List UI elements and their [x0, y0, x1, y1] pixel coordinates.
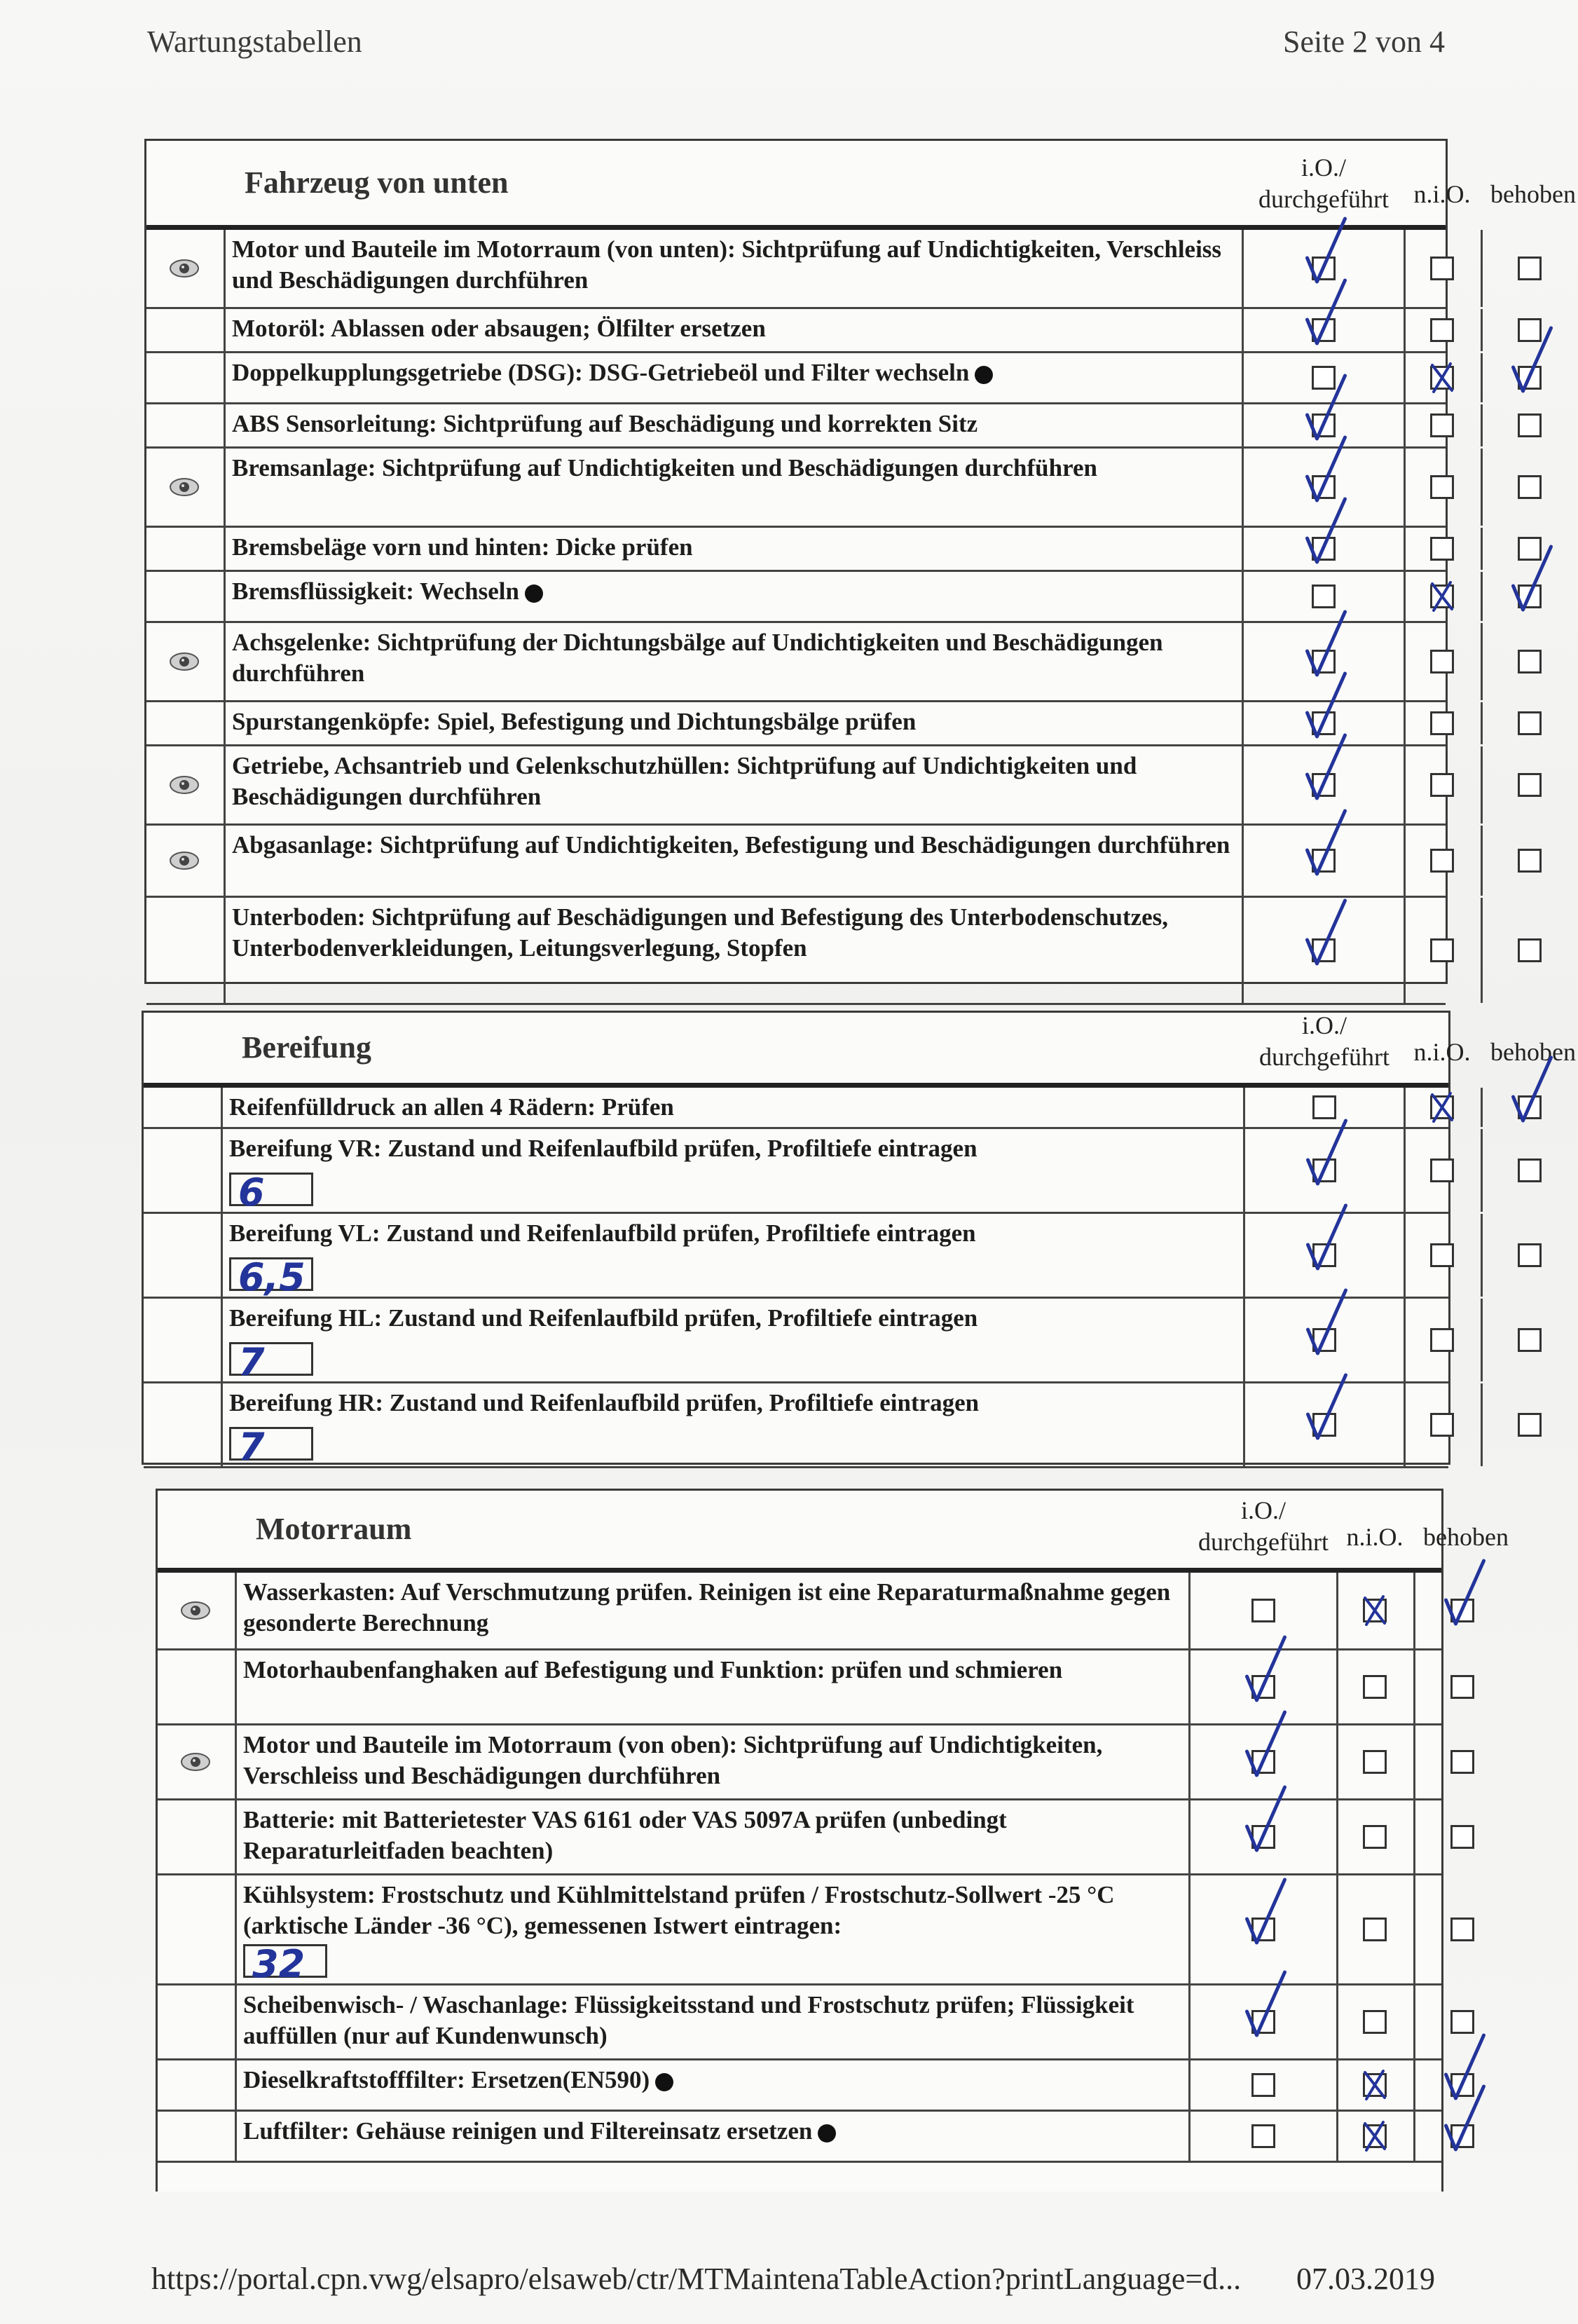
checkbox-behoben[interactable] [1450, 2124, 1474, 2148]
row-icon-cell [144, 1088, 223, 1127]
task-description-cell [226, 309, 1244, 351]
table-row [146, 230, 1446, 309]
task-text: Bremsanlage: Sichtprüfung auf Undichtigkeiten und Beschädigungen durchführen [232, 454, 1097, 481]
task-description-cell [224, 1214, 1245, 1297]
table-row [146, 404, 1446, 449]
cell-io [1245, 1088, 1406, 1127]
cell-behoben [1413, 1985, 1511, 2058]
checkbox-behoben[interactable] [1450, 2073, 1474, 2097]
checkbox-io[interactable] [1251, 1599, 1275, 1622]
checkbox-behoben[interactable] [1450, 2010, 1474, 2034]
row-icon-cell [146, 623, 226, 700]
checkbox-io[interactable] [1312, 1243, 1336, 1267]
checkbox-nio[interactable] [1363, 2073, 1387, 2097]
column-header-nio: n.i.O. [1346, 1523, 1404, 1551]
task-text: Luftfilter: Gehäuse reinigen und Filtereinsatz ersetzen [243, 2117, 813, 2145]
task-text: Unterboden: Sichtprüfung auf Beschädigungen und Befestigung des Unterbodenschutzes, Unterbodenverkleidungen, Leitungsverlegung, Stopfen [232, 903, 1169, 962]
checkbox-behoben[interactable] [1518, 1158, 1542, 1182]
cell-behoben [1481, 623, 1578, 700]
cell-behoben [1413, 1573, 1511, 1648]
task-description-cell [226, 404, 1244, 446]
cell-io [1191, 1985, 1338, 2058]
checkbox-behoben[interactable] [1518, 585, 1542, 608]
cell-nio [1404, 449, 1483, 526]
checkbox-nio[interactable] [1430, 650, 1454, 674]
task-text: Bremsflüssigkeit: Wechseln [232, 577, 519, 605]
table-row [158, 2112, 1441, 2163]
cell-nio [1404, 1383, 1483, 1466]
table-row [158, 1875, 1441, 1985]
cell-io [1244, 746, 1406, 823]
table-row [158, 2060, 1441, 2112]
column-header-nio: n.i.O. [1413, 180, 1471, 208]
table-row [158, 1725, 1441, 1800]
table-row [146, 623, 1446, 702]
table-row [158, 1985, 1441, 2060]
task-text: Bereifung VL: Zustand und Reifenlaufbild prüfen, Profiltiefe eintragen [229, 1219, 976, 1247]
section-motorraum [156, 1489, 1509, 2192]
checkbox-behoben[interactable] [1450, 1599, 1474, 1622]
checkbox-nio[interactable] [1430, 366, 1454, 390]
task-text: Motoröl: Ablassen oder absaugen; Ölfilter ersetzen [232, 315, 766, 342]
checkbox-behoben[interactable] [1450, 1750, 1474, 1774]
additional-work-dot-icon [525, 585, 543, 603]
task-text: Batterie: mit Batterietester VAS 6161 oder VAS 5097A prüfen (unbedingt Reparaturleitfaden beachten) [243, 1806, 1007, 1864]
task-text: Achsgelenke: Sichtprüfung der Dichtungsbälge auf Undichtigkeiten und Beschädigungen durchführen [232, 629, 1163, 687]
header-title: Wartungstabellen [147, 25, 362, 59]
checkbox-io[interactable] [1312, 1328, 1336, 1352]
visual-inspection-eye-icon [169, 477, 200, 498]
additional-work-dot-icon [655, 2073, 673, 2091]
task-description-cell [238, 1800, 1191, 1873]
table-row [144, 1299, 1448, 1383]
checkbox-io[interactable] [1312, 585, 1336, 608]
cell-behoben [1413, 1725, 1511, 1798]
row-icon-cell [146, 898, 226, 1003]
checkbox-behoben[interactable] [1518, 257, 1542, 280]
checkbox-nio[interactable] [1430, 849, 1454, 873]
task-description-cell [226, 898, 1244, 1003]
row-icon-cell [158, 1800, 237, 1873]
section-fahrzeug-von-unten [144, 139, 1576, 984]
cell-io [1191, 1725, 1338, 1798]
checkbox-io[interactable] [1312, 938, 1336, 962]
checkbox-nio[interactable] [1430, 413, 1454, 437]
checkbox-io[interactable] [1312, 537, 1336, 561]
row-icon-cell [146, 572, 226, 621]
cell-behoben [1481, 1129, 1578, 1212]
checkbox-io[interactable] [1312, 1095, 1336, 1119]
task-description-cell [226, 353, 1244, 402]
row-icon-cell [144, 1299, 223, 1381]
visual-inspection-eye-icon [180, 1751, 211, 1772]
cell-io [1244, 449, 1406, 526]
column-header-behoben: behoben [1490, 180, 1576, 208]
checkbox-io[interactable] [1312, 849, 1336, 873]
measured-value-field[interactable] [229, 1170, 313, 1215]
cell-nio [1404, 623, 1483, 700]
row-icon-cell [158, 1650, 237, 1723]
task-text: Spurstangenköpfe: Spiel, Befestigung und Dichtungsbälge prüfen [232, 708, 917, 735]
table-row [158, 1573, 1441, 1650]
cell-nio [1336, 1875, 1415, 1983]
column-header-io: i.O./ durchgeführt [1259, 1011, 1390, 1071]
cell-behoben [1481, 572, 1578, 621]
row-icon-cell [146, 746, 226, 823]
task-description-cell [238, 1985, 1191, 2058]
task-description-cell [226, 623, 1244, 700]
checkbox-behoben[interactable] [1450, 1825, 1474, 1849]
checkbox-io[interactable] [1251, 2073, 1275, 2097]
cell-behoben [1413, 2060, 1511, 2110]
task-text: Dieselkraftstofffilter: Ersetzen(EN590) [243, 2066, 650, 2093]
table-row [158, 1800, 1441, 1875]
table-row [146, 528, 1446, 572]
task-description-cell [238, 1725, 1191, 1798]
row-icon-cell [146, 528, 226, 570]
cell-nio [1404, 1214, 1483, 1297]
checkbox-nio[interactable] [1363, 1750, 1387, 1774]
checkbox-io[interactable] [1312, 1158, 1336, 1182]
additional-work-dot-icon [975, 366, 993, 384]
cell-io [1191, 2112, 1338, 2161]
cell-io [1244, 404, 1406, 446]
cell-behoben [1481, 528, 1578, 570]
cell-nio [1404, 309, 1483, 351]
checkbox-nio[interactable] [1430, 1413, 1454, 1437]
checkbox-behoben[interactable] [1518, 537, 1542, 561]
task-text: Wasserkasten: Auf Verschmutzung prüfen. Reinigen ist eine Reparaturmaßnahme gegen gesonderte Berechnung [243, 1578, 1171, 1636]
row-icon-cell [158, 1725, 237, 1798]
checkbox-behoben[interactable] [1450, 1918, 1474, 1941]
task-description-cell [238, 2112, 1191, 2161]
cell-io [1244, 826, 1406, 896]
measured-value-field[interactable] [229, 1340, 313, 1384]
table-row [146, 702, 1446, 746]
task-description-cell [226, 572, 1244, 621]
row-icon-cell [144, 1383, 223, 1466]
cell-nio [1404, 1129, 1483, 1212]
visual-inspection-eye-icon [169, 850, 200, 871]
checkbox-nio[interactable] [1430, 1095, 1454, 1119]
column-header-io: i.O./ durchgeführt [1198, 1496, 1329, 1556]
task-description-cell [224, 1383, 1245, 1469]
cell-nio [1404, 746, 1483, 823]
row-icon-cell [158, 2112, 237, 2161]
cell-nio [1404, 1299, 1483, 1381]
row-icon-cell [144, 1129, 223, 1212]
cell-nio [1404, 702, 1483, 744]
task-text: Abgasanlage: Sichtprüfung auf Undichtigkeiten, Befestigung und Beschädigungen durchführen [232, 831, 1230, 859]
row-icon-cell [158, 2060, 237, 2110]
measured-value: 32 [252, 1942, 306, 1986]
checkbox-nio[interactable] [1430, 585, 1454, 608]
checkbox-behoben[interactable] [1450, 1675, 1474, 1699]
checkbox-io[interactable] [1312, 413, 1336, 437]
row-icon-cell [146, 449, 226, 526]
table-row [158, 1650, 1441, 1725]
cell-nio [1404, 404, 1483, 446]
task-description-cell [226, 230, 1244, 307]
checkbox-io[interactable] [1312, 475, 1336, 499]
checkbox-io[interactable] [1312, 318, 1336, 342]
task-description-cell [238, 2060, 1191, 2110]
cell-io [1245, 1129, 1406, 1212]
column-header-behoben: behoben [1423, 1523, 1509, 1551]
measured-value-field[interactable] [229, 1255, 313, 1299]
checkbox-nio[interactable] [1430, 1243, 1454, 1267]
section-header [158, 1491, 1509, 1573]
cell-io [1191, 1800, 1338, 1873]
table-row [144, 1383, 1448, 1468]
row-icon-cell [158, 1985, 237, 2058]
cell-behoben [1413, 1875, 1511, 1983]
checkbox-behoben[interactable] [1518, 938, 1542, 962]
cell-behoben [1481, 746, 1578, 823]
cell-behoben [1481, 826, 1578, 896]
cell-behoben [1481, 1299, 1578, 1381]
footer-url[interactable]: https://portal.cpn.vwg/elsapro/elsaweb/ctr/MTMaintenaTableAction?printLanguage=d... [151, 2262, 1242, 2296]
visual-inspection-eye-icon [169, 774, 200, 795]
cell-io [1244, 702, 1406, 744]
task-description-cell [224, 1129, 1245, 1215]
task-description-cell [238, 1650, 1191, 1723]
measured-value: 6 [238, 1170, 265, 1215]
cell-nio [1404, 230, 1483, 307]
task-description-cell [238, 1573, 1191, 1648]
cell-behoben [1413, 1800, 1511, 1873]
task-text: Bremsbeläge vorn und hinten: Dicke prüfen [232, 533, 693, 561]
cell-nio [1336, 1985, 1415, 2058]
table-row [146, 353, 1446, 404]
checkbox-behoben[interactable] [1518, 1243, 1542, 1267]
visual-inspection-eye-icon [180, 1600, 211, 1621]
checkbox-io[interactable] [1251, 1918, 1275, 1941]
checkbox-nio[interactable] [1363, 1599, 1387, 1622]
checkbox-nio[interactable] [1430, 537, 1454, 561]
checkbox-behoben[interactable] [1518, 413, 1542, 437]
cell-nio [1336, 1573, 1415, 1648]
table-row [144, 1214, 1448, 1299]
task-text: Motorhaubenfanghaken auf Befestigung und Funktion: prüfen und schmieren [243, 1656, 1063, 1683]
task-text: Doppelkupplungsgetriebe (DSG): DSG-Getriebeöl und Filter wechseln [232, 359, 970, 386]
task-text: Reifenfülldruck an allen 4 Rädern: Prüfen [229, 1093, 674, 1121]
visual-inspection-eye-icon [169, 258, 200, 279]
cell-io [1244, 309, 1406, 351]
cell-io [1191, 1875, 1338, 1983]
task-description-cell [224, 1299, 1245, 1384]
task-text: Getriebe, Achsantrieb und Gelenkschutzhüllen: Sichtprüfung auf Undichtigkeiten und Beschädigungen durchführen [232, 752, 1137, 810]
footer-date: 07.03.2019 [1296, 2262, 1435, 2296]
row-icon-cell [146, 309, 226, 351]
cell-behoben [1481, 353, 1578, 402]
row-icon-cell [146, 353, 226, 402]
cell-behoben [1481, 230, 1578, 307]
page-number: Seite 2 von 4 [1283, 25, 1445, 59]
checkbox-nio[interactable] [1430, 257, 1454, 280]
table-row [146, 572, 1446, 623]
cell-io [1244, 230, 1406, 307]
cell-nio [1404, 898, 1483, 1003]
row-icon-cell [144, 1214, 223, 1297]
checkbox-behoben[interactable] [1518, 366, 1542, 390]
cell-io [1245, 1214, 1406, 1297]
cell-nio [1336, 1800, 1415, 1873]
section-header [144, 1011, 1576, 1088]
checkbox-io[interactable] [1251, 1675, 1275, 1699]
checkbox-nio[interactable] [1430, 1158, 1454, 1182]
cell-io [1244, 572, 1406, 621]
row-icon-cell [146, 702, 226, 744]
checkbox-behoben[interactable] [1518, 773, 1542, 797]
additional-work-dot-icon [818, 2124, 836, 2142]
checkbox-nio[interactable] [1430, 711, 1454, 735]
section-title: Bereifung [242, 1030, 371, 1065]
task-description-cell [224, 1088, 1245, 1127]
column-header-io: i.O./ durchgeführt [1258, 153, 1389, 213]
measured-value: 7 [238, 1340, 265, 1384]
checkbox-nio[interactable] [1430, 773, 1454, 797]
cell-io [1244, 353, 1406, 402]
cell-io [1245, 1383, 1406, 1466]
cell-nio [1404, 826, 1483, 896]
section-header [146, 141, 1576, 230]
row-icon-cell [146, 230, 226, 307]
cell-nio [1336, 1650, 1415, 1723]
measured-value-field[interactable] [229, 1425, 313, 1469]
table-row [146, 746, 1446, 826]
section-title: Motorraum [256, 1512, 412, 1546]
task-description-cell [226, 702, 1244, 744]
measured-value: 7 [238, 1425, 265, 1469]
task-text: ABS Sensorleitung: Sichtprüfung auf Beschädigung und korrekten Sitz [232, 410, 978, 437]
task-description-cell [226, 528, 1244, 570]
row-icon-cell [158, 1875, 237, 1983]
checkbox-behoben[interactable] [1518, 650, 1542, 674]
task-text: Bereifung HL: Zustand und Reifenlaufbild prüfen, Profiltiefe eintragen [229, 1304, 978, 1332]
row-icon-cell [158, 1573, 237, 1648]
row-icon-cell [146, 826, 226, 896]
row-icon-cell [146, 404, 226, 446]
cell-io [1244, 623, 1406, 700]
cell-behoben [1481, 1383, 1578, 1466]
cell-nio [1336, 1725, 1415, 1798]
checkbox-io[interactable] [1312, 773, 1336, 797]
checkbox-behoben[interactable] [1518, 318, 1542, 342]
cell-nio [1404, 1088, 1483, 1127]
cell-nio [1404, 528, 1483, 570]
checkbox-io[interactable] [1251, 2124, 1275, 2148]
table-row [146, 309, 1446, 353]
checkbox-behoben[interactable] [1518, 1095, 1542, 1119]
checkbox-io[interactable] [1312, 257, 1336, 280]
checkbox-io[interactable] [1312, 650, 1336, 674]
checkbox-nio[interactable] [1363, 1918, 1387, 1941]
checkbox-io[interactable] [1312, 366, 1336, 390]
checkbox-nio[interactable] [1430, 1328, 1454, 1352]
checkbox-nio[interactable] [1363, 1825, 1387, 1849]
cell-io [1191, 1650, 1338, 1723]
task-description-cell [226, 826, 1244, 896]
cell-nio [1404, 572, 1483, 621]
column-header-behoben: behoben [1490, 1038, 1576, 1066]
checkbox-nio[interactable] [1430, 318, 1454, 342]
cell-behoben [1413, 2112, 1511, 2161]
checkbox-nio[interactable] [1363, 2124, 1387, 2148]
checkbox-nio[interactable] [1430, 938, 1454, 962]
cell-behoben [1481, 898, 1578, 1003]
cell-behoben [1413, 1650, 1511, 1723]
checkbox-behoben[interactable] [1518, 475, 1542, 499]
cell-behoben [1481, 1088, 1578, 1127]
cell-nio [1404, 353, 1483, 402]
checkbox-io[interactable] [1251, 1750, 1275, 1774]
cell-nio [1336, 2060, 1415, 2110]
section-bereifung [142, 1011, 1576, 1469]
cell-nio [1336, 2112, 1415, 2161]
task-text: Motor und Bauteile im Motorraum (von unten): Sichtprüfung auf Undichtigkeiten, Verschleiss und Beschädigungen durchführen [232, 235, 1222, 294]
cell-io [1191, 2060, 1338, 2110]
checkbox-io[interactable] [1312, 711, 1336, 735]
table-row [146, 449, 1446, 528]
cell-behoben [1481, 404, 1578, 446]
cell-io [1245, 1299, 1406, 1381]
checkbox-behoben[interactable] [1518, 711, 1542, 735]
task-description-cell [226, 449, 1244, 526]
task-description-cell [238, 1875, 1191, 1986]
cell-io [1244, 898, 1406, 1003]
cell-behoben [1481, 449, 1578, 526]
measured-value: 6,5 [238, 1255, 306, 1299]
checkbox-behoben[interactable] [1518, 849, 1542, 873]
table-row [144, 1088, 1448, 1129]
checkbox-nio[interactable] [1430, 475, 1454, 499]
task-text: Motor und Bauteile im Motorraum (von oben): Sichtprüfung auf Undichtigkeiten, Verschleiss und Beschädigungen durchführen [243, 1731, 1103, 1789]
checkbox-behoben[interactable] [1518, 1328, 1542, 1352]
checkbox-io[interactable] [1251, 1825, 1275, 1849]
task-text: Bereifung VR: Zustand und Reifenlaufbild prüfen, Profiltiefe eintragen [229, 1135, 977, 1162]
measured-value-field[interactable] [243, 1942, 327, 1986]
cell-behoben [1481, 309, 1578, 351]
table-row [144, 1129, 1448, 1214]
cell-io [1244, 528, 1406, 570]
cell-behoben [1481, 1214, 1578, 1297]
checkbox-behoben[interactable] [1518, 1413, 1542, 1437]
checkbox-nio[interactable] [1363, 1675, 1387, 1699]
task-description-cell [226, 746, 1244, 823]
visual-inspection-eye-icon [169, 651, 200, 672]
section-title: Fahrzeug von unten [245, 165, 509, 200]
checkbox-io[interactable] [1251, 2010, 1275, 2034]
table-row [146, 826, 1446, 898]
checkbox-io[interactable] [1312, 1413, 1336, 1437]
column-header-nio: n.i.O. [1413, 1038, 1471, 1066]
checkbox-nio[interactable] [1363, 2010, 1387, 2034]
task-text: Scheibenwisch- / Waschanlage: Flüssigkeitsstand und Frostschutz prüfen; Flüssigkeit auffüllen (nur auf Kundenwunsch) [243, 1991, 1134, 2049]
table-row [146, 898, 1446, 1005]
cell-io [1191, 1573, 1338, 1648]
task-text: Bereifung HR: Zustand und Reifenlaufbild prüfen, Profiltiefe eintragen [229, 1389, 980, 1416]
task-text: Kühlsystem: Frostschutz und Kühlmittelstand prüfen / Frostschutz-Sollwert -25 °C (arktische Länder -36 °C), gemessenen Istwert eintragen: [243, 1881, 1115, 1939]
cell-behoben [1481, 702, 1578, 744]
